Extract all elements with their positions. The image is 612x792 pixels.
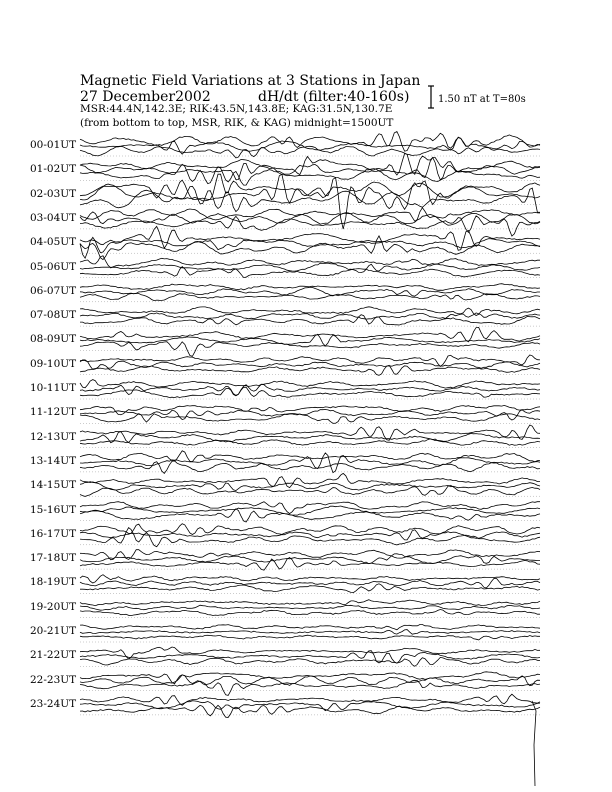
trace-rik	[80, 410, 540, 421]
row-label: 06-07UT	[30, 284, 77, 297]
trace-rik	[80, 554, 540, 564]
trace-msr	[80, 694, 540, 705]
trace-kag	[80, 485, 540, 496]
trace-order-note: (from bottom to top, MSR, RIK, & KAG) midnight=1500UT	[80, 117, 394, 129]
trace-kag	[80, 342, 540, 357]
scale-bar	[428, 86, 434, 108]
trace-msr	[80, 425, 540, 440]
trace-msr	[80, 550, 540, 560]
trace-msr	[80, 600, 540, 606]
row-label: 23-24UT	[30, 697, 77, 710]
row-label: 04-05UT	[30, 236, 77, 249]
trace-rik	[80, 263, 540, 272]
row-label: 05-06UT	[30, 260, 77, 273]
row-label: 11-12UT	[30, 406, 77, 419]
row-label: 09-10UT	[30, 357, 77, 370]
row-label: 19-20UT	[30, 600, 77, 613]
trace-msr	[80, 380, 540, 389]
trace-kag	[80, 558, 540, 571]
trace-kag	[80, 267, 540, 278]
trace-msr	[80, 154, 540, 176]
row-label: 14-15UT	[30, 479, 77, 492]
trace-rik	[80, 174, 540, 229]
row-label: 08-09UT	[30, 333, 77, 346]
trace-msr	[80, 524, 540, 535]
trace-rik	[80, 137, 540, 154]
row-label: 00-01UT	[30, 139, 77, 151]
trace-kag	[80, 635, 540, 640]
trace-rik	[80, 675, 540, 686]
trace-msr	[80, 625, 540, 630]
trace-msr	[80, 256, 540, 268]
trace-rik	[80, 482, 540, 491]
trace-group	[80, 132, 540, 787]
row-label: 03-04UT	[30, 211, 77, 224]
row-label: 21-22UT	[30, 649, 77, 662]
row-label: 20-21UT	[30, 625, 77, 637]
row-label: 13-14UT	[30, 454, 77, 467]
trace-kag	[80, 610, 540, 616]
row-label: 17-18UT	[30, 552, 77, 565]
trace-msr	[80, 647, 540, 659]
trace-msr	[80, 174, 540, 201]
trace-kag	[80, 365, 540, 375]
row-label: 02-03UT	[30, 187, 77, 200]
trace-rik	[80, 212, 540, 225]
trace-msr	[80, 327, 540, 341]
chart-title: Magnetic Field Variations at 3 Stations in Japan	[80, 73, 421, 89]
trace-msr	[80, 208, 540, 222]
trace-rik	[80, 578, 540, 588]
scale-bar-label: 1.50 nT at T=80s	[438, 94, 526, 105]
trace-msr	[80, 451, 540, 462]
row-label: 18-19UT	[30, 576, 77, 589]
date-label: 27 December2002	[80, 89, 211, 105]
trace-kag	[80, 186, 540, 212]
row-label: 16-17UT	[30, 527, 77, 540]
trace-rik	[80, 630, 540, 635]
trace-kag	[80, 216, 540, 236]
trace-msr	[80, 473, 540, 487]
row-label: 10-11UT	[30, 382, 77, 394]
trace-msr	[80, 502, 540, 514]
trace-rik	[80, 605, 540, 610]
trace-kag	[80, 461, 540, 474]
row-label: 22-23UT	[30, 673, 77, 686]
trace-kag	[80, 657, 540, 666]
trace-rik	[80, 313, 540, 319]
quantity-label: dH/dt (filter:40-160s)	[258, 89, 410, 105]
trace-kag	[80, 164, 540, 185]
row-label: 01-02UT	[30, 163, 77, 176]
trace-msr	[80, 132, 540, 152]
row-label: 07-08UT	[30, 309, 77, 322]
trace-kag	[80, 680, 540, 695]
row-label: 15-16UT	[30, 503, 77, 516]
trace-kag	[80, 294, 540, 301]
row-label: 12-13UT	[30, 430, 77, 443]
trace-end-excursion	[532, 701, 536, 786]
trace-kag	[80, 705, 540, 717]
trace-rik	[80, 287, 540, 296]
trace-kag	[80, 439, 540, 445]
stations-coordinates: MSR:44.4N,142.3E; RIK:43.5N,143.8E; KAG:31.5N,130.7E	[80, 103, 393, 115]
